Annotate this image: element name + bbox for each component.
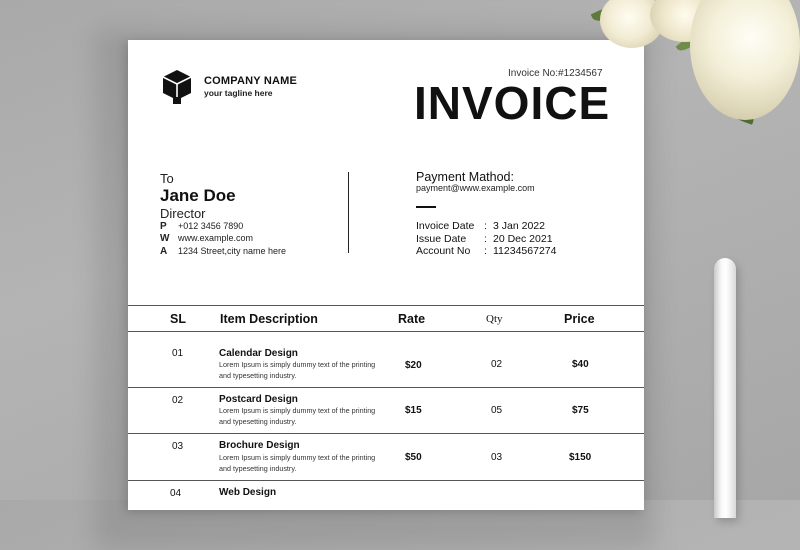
client-name: Jane Doe — [160, 186, 236, 205]
meta-sep: : — [484, 233, 487, 245]
pen — [714, 258, 736, 518]
table-header-rule — [128, 331, 644, 332]
row-sl: 01 — [172, 348, 184, 359]
row-price: $40 — [572, 359, 589, 370]
rose-flower — [690, 0, 800, 120]
account-no-row — [416, 245, 556, 257]
issue-date-row — [416, 233, 553, 245]
meta-value: 3 Jan 2022 — [493, 220, 545, 232]
header-sl: SL — [170, 312, 186, 326]
table-top-rule — [128, 305, 644, 306]
company-logo-icon — [160, 68, 194, 104]
contact-phone — [160, 221, 243, 232]
row-price: $150 — [569, 452, 592, 463]
payment-email: payment@www.example.com — [416, 183, 535, 193]
row-qty: 02 — [491, 359, 503, 370]
dash-divider — [416, 206, 436, 208]
invoice-title: INVOICE — [414, 77, 611, 129]
row-qty: 05 — [491, 405, 503, 416]
meta-sep: : — [484, 245, 487, 257]
row-rate: $50 — [405, 452, 422, 463]
row-sl: 03 — [172, 441, 184, 452]
contact-address — [160, 246, 286, 257]
row-rule — [128, 387, 644, 388]
header-qty: Qty — [486, 313, 503, 325]
row-rule — [128, 433, 644, 434]
meta-key: Invoice Date — [416, 220, 475, 232]
header-price: Price — [564, 312, 595, 326]
row-sl: 04 — [170, 488, 182, 499]
bill-to-label: To — [160, 171, 174, 186]
header-description: Item Description — [220, 312, 318, 326]
row-rule — [128, 480, 644, 481]
meta-sep: : — [484, 220, 487, 232]
row-rate: $20 — [405, 360, 422, 371]
row-qty: 03 — [491, 452, 503, 463]
meta-value: 20 Dec 2021 — [493, 233, 553, 245]
row-description: Lorem Ipsum is simply dummy text of the printing and typesetting industry. — [219, 453, 376, 473]
contact-value: 1234 Street,city name here — [178, 246, 287, 256]
header-rate: Rate — [398, 312, 426, 326]
contact-key: W — [160, 233, 170, 244]
meta-value: 11234567274 — [493, 245, 557, 257]
invoice-date-row — [416, 220, 545, 232]
section-divider — [348, 172, 349, 253]
contact-key: P — [160, 221, 167, 232]
contact-value: www.example.com — [178, 233, 254, 243]
meta-key: Issue Date — [416, 233, 467, 245]
invoice-number: Invoice No:#1234567 — [508, 68, 603, 79]
row-price: $75 — [572, 405, 589, 416]
row-rate: $15 — [405, 405, 422, 416]
company-tagline: your tagline here — [204, 88, 273, 98]
contact-website — [160, 233, 253, 244]
client-role: Director — [160, 206, 206, 221]
contact-key: A — [160, 246, 168, 257]
payment-method-label: Payment Mathod: — [416, 170, 514, 184]
row-sl: 02 — [172, 395, 184, 406]
row-title: Brochure Design — [219, 440, 300, 451]
row-title: Calendar Design — [219, 348, 298, 359]
row-description: Lorem Ipsum is simply dummy text of the printing and typesetting industry. — [219, 360, 376, 380]
row-title: Web Design — [219, 487, 277, 498]
row-description: Lorem Ipsum is simply dummy text of the printing and typesetting industry. — [219, 406, 376, 426]
meta-key: Account No — [416, 245, 471, 257]
company-name: COMPANY NAME — [204, 75, 298, 87]
contact-value: +012 3456 7890 — [178, 221, 244, 231]
row-title: Postcard Design — [219, 394, 298, 405]
